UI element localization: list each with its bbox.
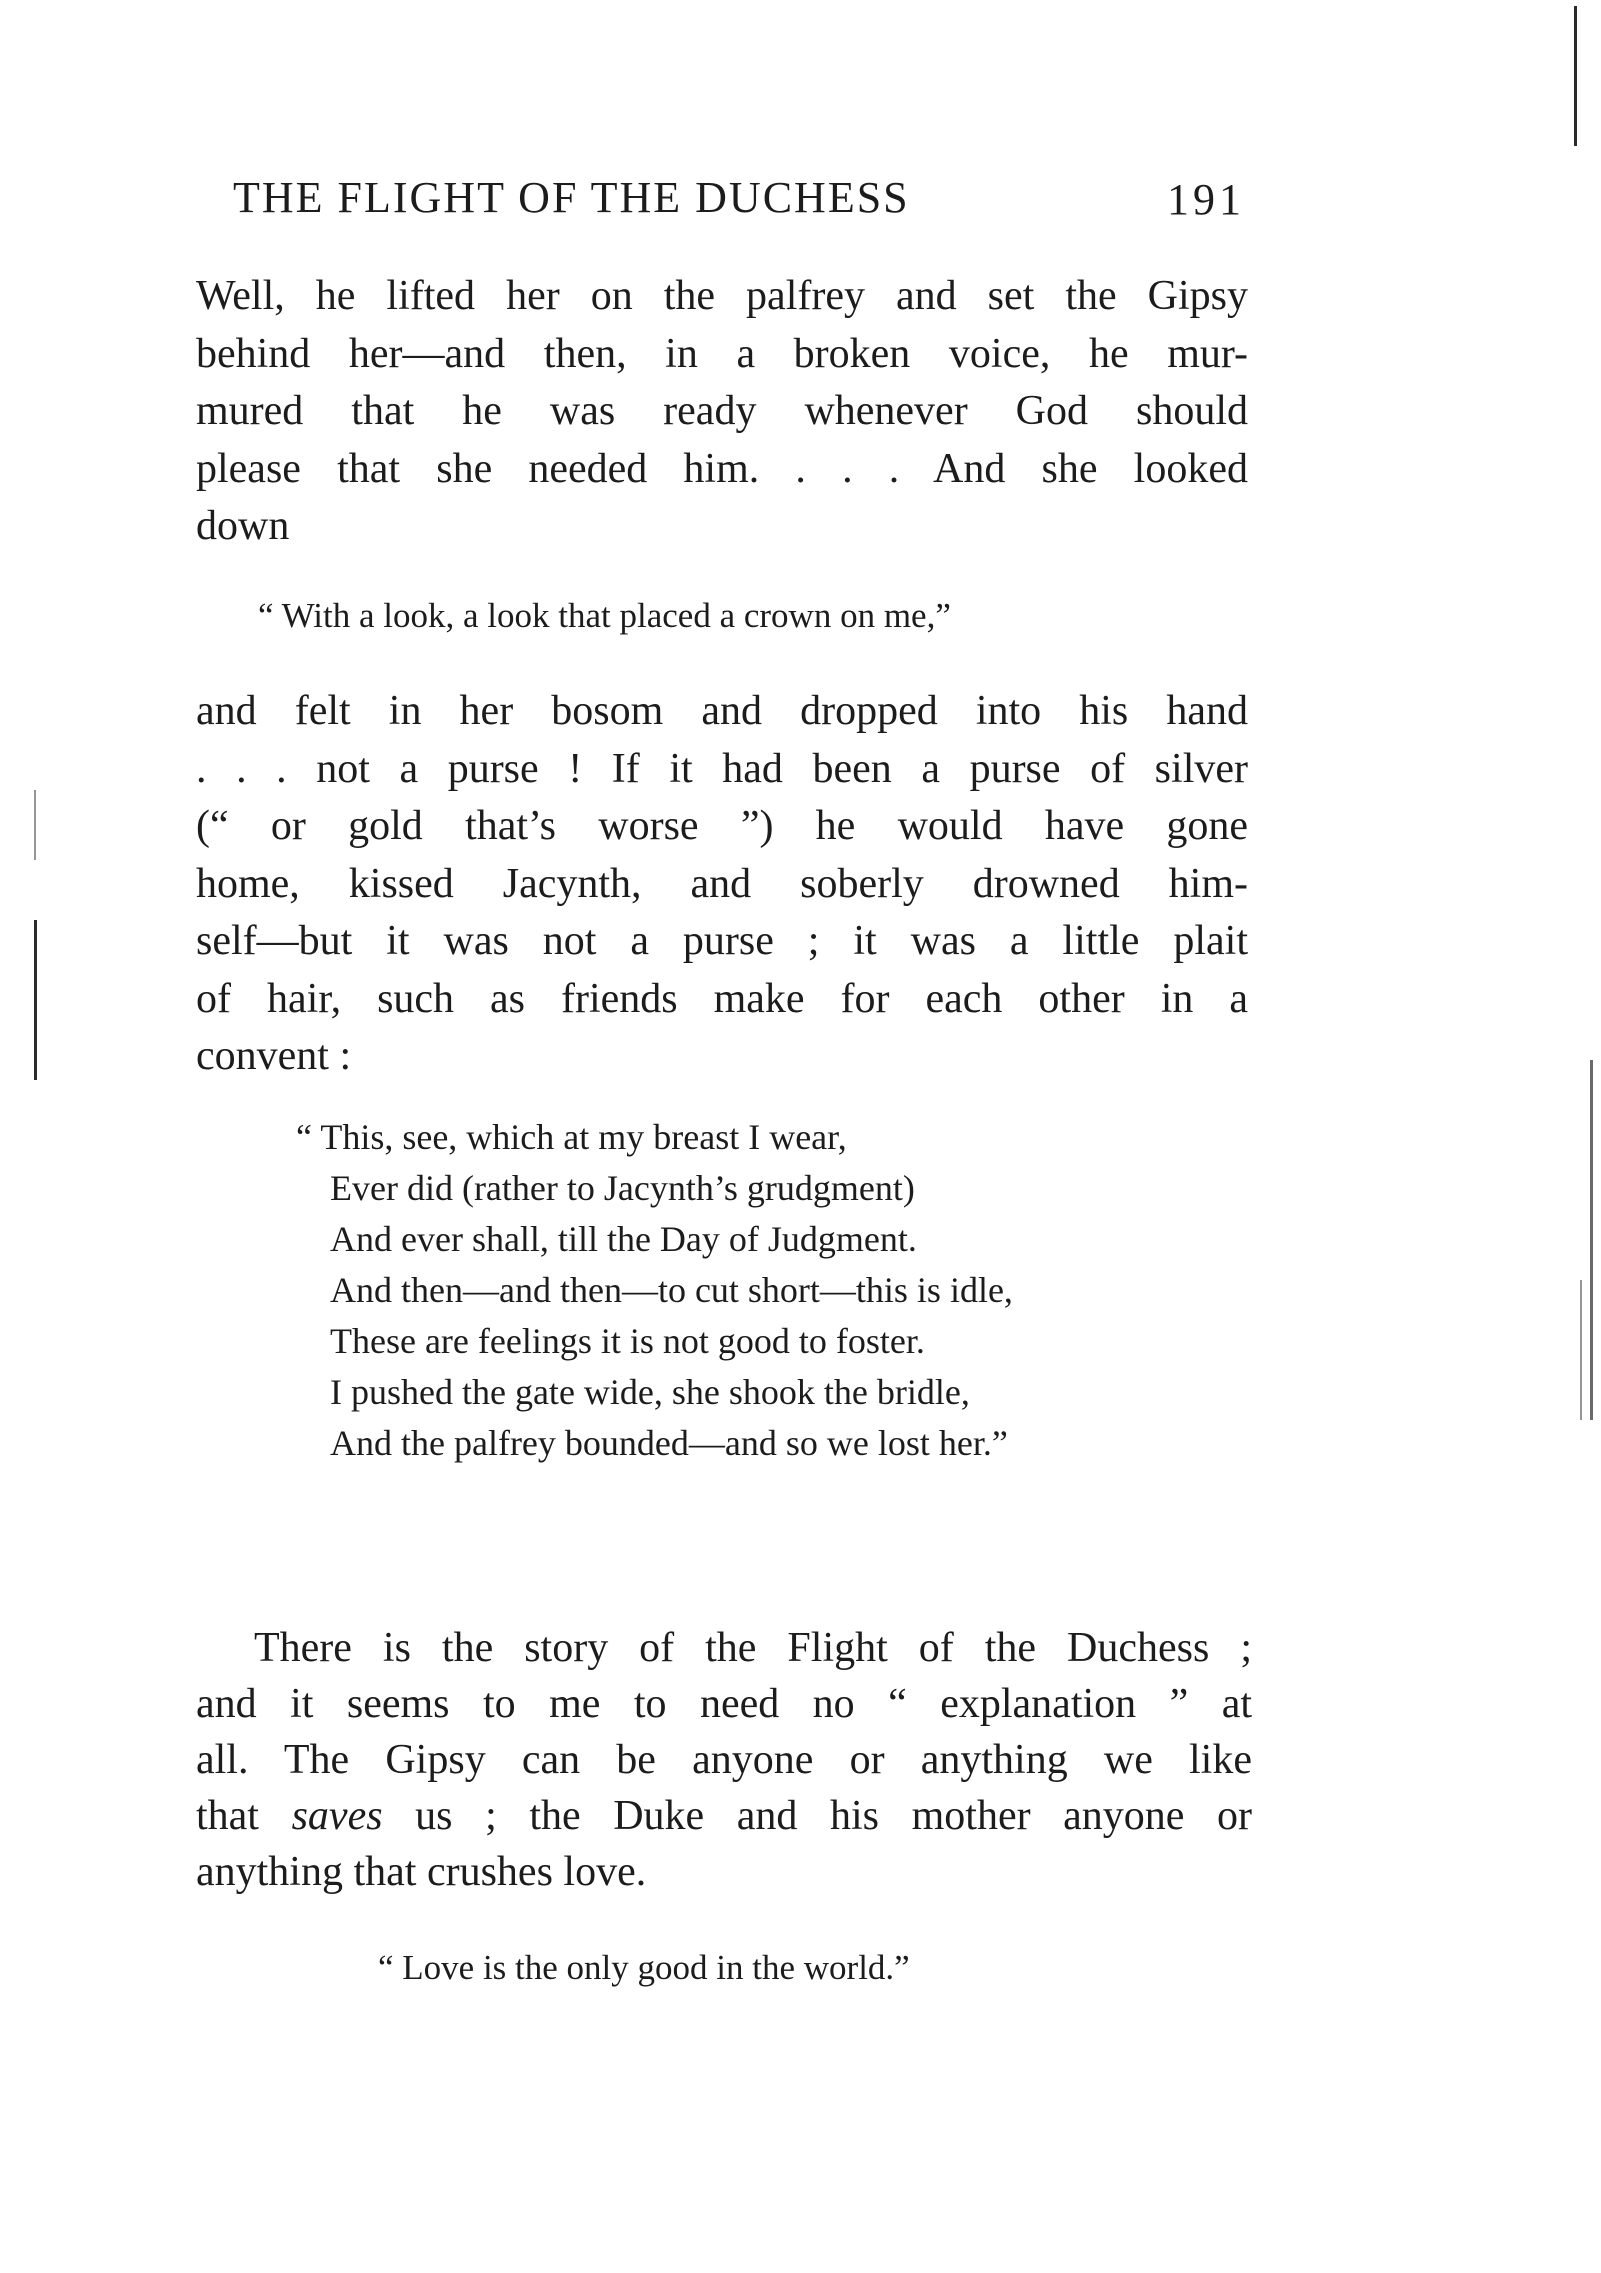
paragraph-3: [196, 1620, 1252, 1900]
page-number: 191: [1167, 175, 1245, 224]
scan-edge-mark: [1574, 6, 1577, 146]
verse-block: [296, 1112, 1013, 1469]
paragraph-line: Well, he lifted her on the palfrey and set the Gipsy: [196, 273, 1248, 319]
paragraph-line: . . . not a purse ! If it had been a purse of silver: [196, 745, 1248, 792]
verse-line: And ever shall, till the Day of Judgment.: [330, 1219, 917, 1259]
paragraph-line: mured that he was ready whenever God should: [196, 388, 1248, 434]
running-head: [233, 172, 1245, 232]
paragraph-line: (“ or gold that’s worse ”) he would have gone: [196, 803, 1248, 849]
paragraph-line: behind her—and then, in a broken voice, he mur-: [196, 330, 1248, 377]
paragraph-2: [196, 683, 1248, 1086]
paragraph-line: self—but it was not a purse ; it was a little plait: [196, 918, 1248, 964]
paragraph-line: convent :: [196, 1033, 352, 1079]
paragraph-line: down: [196, 503, 290, 549]
verse-line: And then—and then—to cut short—this is idle,: [330, 1270, 1013, 1310]
text-run: that: [196, 1793, 292, 1839]
verse-line: Ever did (rather to Jacynth’s grudgment): [330, 1168, 915, 1208]
paragraph-line: all. The Gipsy can be anyone or anything we like: [196, 1737, 1252, 1783]
paragraph-line: There is the story of the Flight of the Duchess ;: [254, 1625, 1252, 1671]
paragraph-line: and felt in her bosom and dropped into his hand: [196, 688, 1248, 734]
verse-line: And the palfrey bounded—and so we lost her.”: [330, 1423, 1008, 1463]
quotation-2: “ Love is the only good in the world.”: [378, 1948, 910, 1987]
scan-edge-mark: [34, 920, 37, 1080]
verse-line: These are feelings it is not good to foster.: [330, 1321, 925, 1361]
paragraph-line: [196, 1788, 1252, 1844]
paragraph-line: and it seems to me to need no “ explanation ” at: [196, 1681, 1252, 1727]
verse-line: I pushed the gate wide, she shook the bridle,: [330, 1372, 970, 1412]
paragraph-line: anything that crushes love.: [196, 1849, 647, 1895]
text-run: us ; the Duke and his mother anyone or: [382, 1793, 1253, 1839]
paragraph-line: home, kissed Jacynth, and soberly drowned him-: [196, 860, 1248, 907]
paragraph-line: of hair, such as friends make for each other in a: [196, 975, 1248, 1022]
quotation-1: “ With a look, a look that placed a crown on me,”: [258, 596, 951, 635]
italic-word: saves: [291, 1793, 383, 1839]
scan-edge-mark: [34, 790, 36, 860]
paragraph-line: please that she needed him. . . . And she looked: [196, 445, 1248, 492]
chapter-title: THE FLIGHT OF THE DUCHESS: [233, 173, 910, 222]
paragraph-1: [196, 268, 1248, 556]
scan-edge-mark: [1590, 1060, 1593, 1420]
scan-edge-mark: [1580, 1280, 1582, 1420]
verse-line: “ This, see, which at my breast I wear,: [296, 1117, 847, 1157]
